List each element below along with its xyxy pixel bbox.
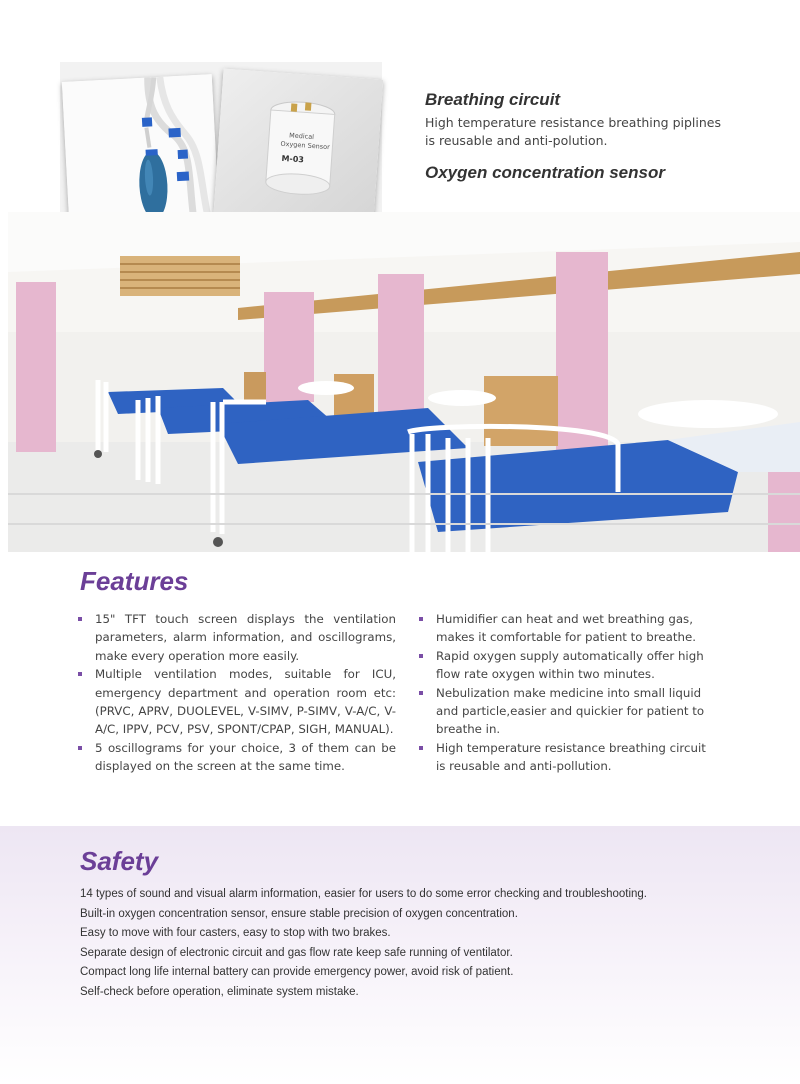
list-item: Built-in oxygen concentration sensor, ensure stable precision of oxygen concentration. xyxy=(80,907,518,920)
feature-text: Humidifier can heat and wet breathing gas, makes it comfortable for patient to breathe. xyxy=(436,612,696,645)
features-list-left xyxy=(78,610,396,776)
features-heading: Features xyxy=(80,566,189,596)
bullet-icon xyxy=(78,746,82,750)
safety-heading: Safety xyxy=(80,846,159,876)
feature-text: High temperature resistance breathing circuit is reusable and anti-pollution. xyxy=(436,740,706,774)
breathing-circuit-text-2: is reusable and anti-polution. xyxy=(425,133,608,148)
bullet-icon xyxy=(78,672,82,676)
oxygen-sensor-photo xyxy=(213,69,383,236)
features-list-right xyxy=(419,610,719,776)
breathing-circuit-title: Breathing circuit xyxy=(425,90,561,109)
bullet-icon xyxy=(78,617,82,621)
hospital-ward-photo xyxy=(8,212,800,552)
bullet-icon xyxy=(419,654,423,658)
bullet-icon xyxy=(419,617,423,621)
list-item xyxy=(78,610,396,665)
list-item xyxy=(78,739,396,776)
feature-text: Rapid oxygen supply automatically offer high flow rate oxygen within two minutes. xyxy=(436,648,704,682)
list-item xyxy=(419,610,719,647)
list-item: Separate design of electronic circuit and gas flow rate keep safe running of ventilator. xyxy=(80,946,513,959)
bullet-icon xyxy=(419,691,423,695)
feature-text: 5 oscillograms for your choice, 3 of them can be displayed on the screen at the same time. xyxy=(95,740,396,774)
list-item: 14 types of sound and visual alarm information, easier for users to do some error checking and troubleshooting. xyxy=(80,888,648,900)
list-item xyxy=(419,684,719,739)
list-item xyxy=(419,739,719,776)
feature-text: 15" TFT touch screen displays the ventilation parameters, alarm information, and oscillograms, make every operation more easily. xyxy=(95,612,396,663)
oxygen-sensor-title: Oxygen concentration sensor xyxy=(425,163,665,182)
feature-text: Nebulization make medicine into small liquid and particle,easier and quickier for patient to breathe in. xyxy=(436,685,705,737)
feature-text: Multiple ventilation modes, suitable for ICU, emergency department and operation room etc: (PRVC, APRV, DUOLEVEL, V-SIMV, P-SIMV, V-A/C, V-A/C, IPPV, PCV, PSV, SPONT/CPAP, SIGH, MANUAL). xyxy=(95,667,396,737)
breathing-circuit-text-1: High temperature resistance breathing piplines xyxy=(425,115,722,130)
sensor-label-line-2: Oxygen Sensor xyxy=(280,139,331,152)
sensor-label-line-3: M-03 xyxy=(281,153,305,165)
bullet-icon xyxy=(419,746,423,750)
list-item xyxy=(419,647,719,684)
list-item: Compact long life internal battery can provide emergency power, avoid risk of patient. xyxy=(80,966,514,979)
safety-list xyxy=(80,885,647,1003)
list-item xyxy=(78,665,396,739)
list-item: Self-check before operation, eliminate system mistake. xyxy=(80,985,359,998)
list-item: Easy to move with four casters, easy to stop with two brakes. xyxy=(80,927,391,940)
sensor-label-line-1: Medical xyxy=(288,131,315,142)
